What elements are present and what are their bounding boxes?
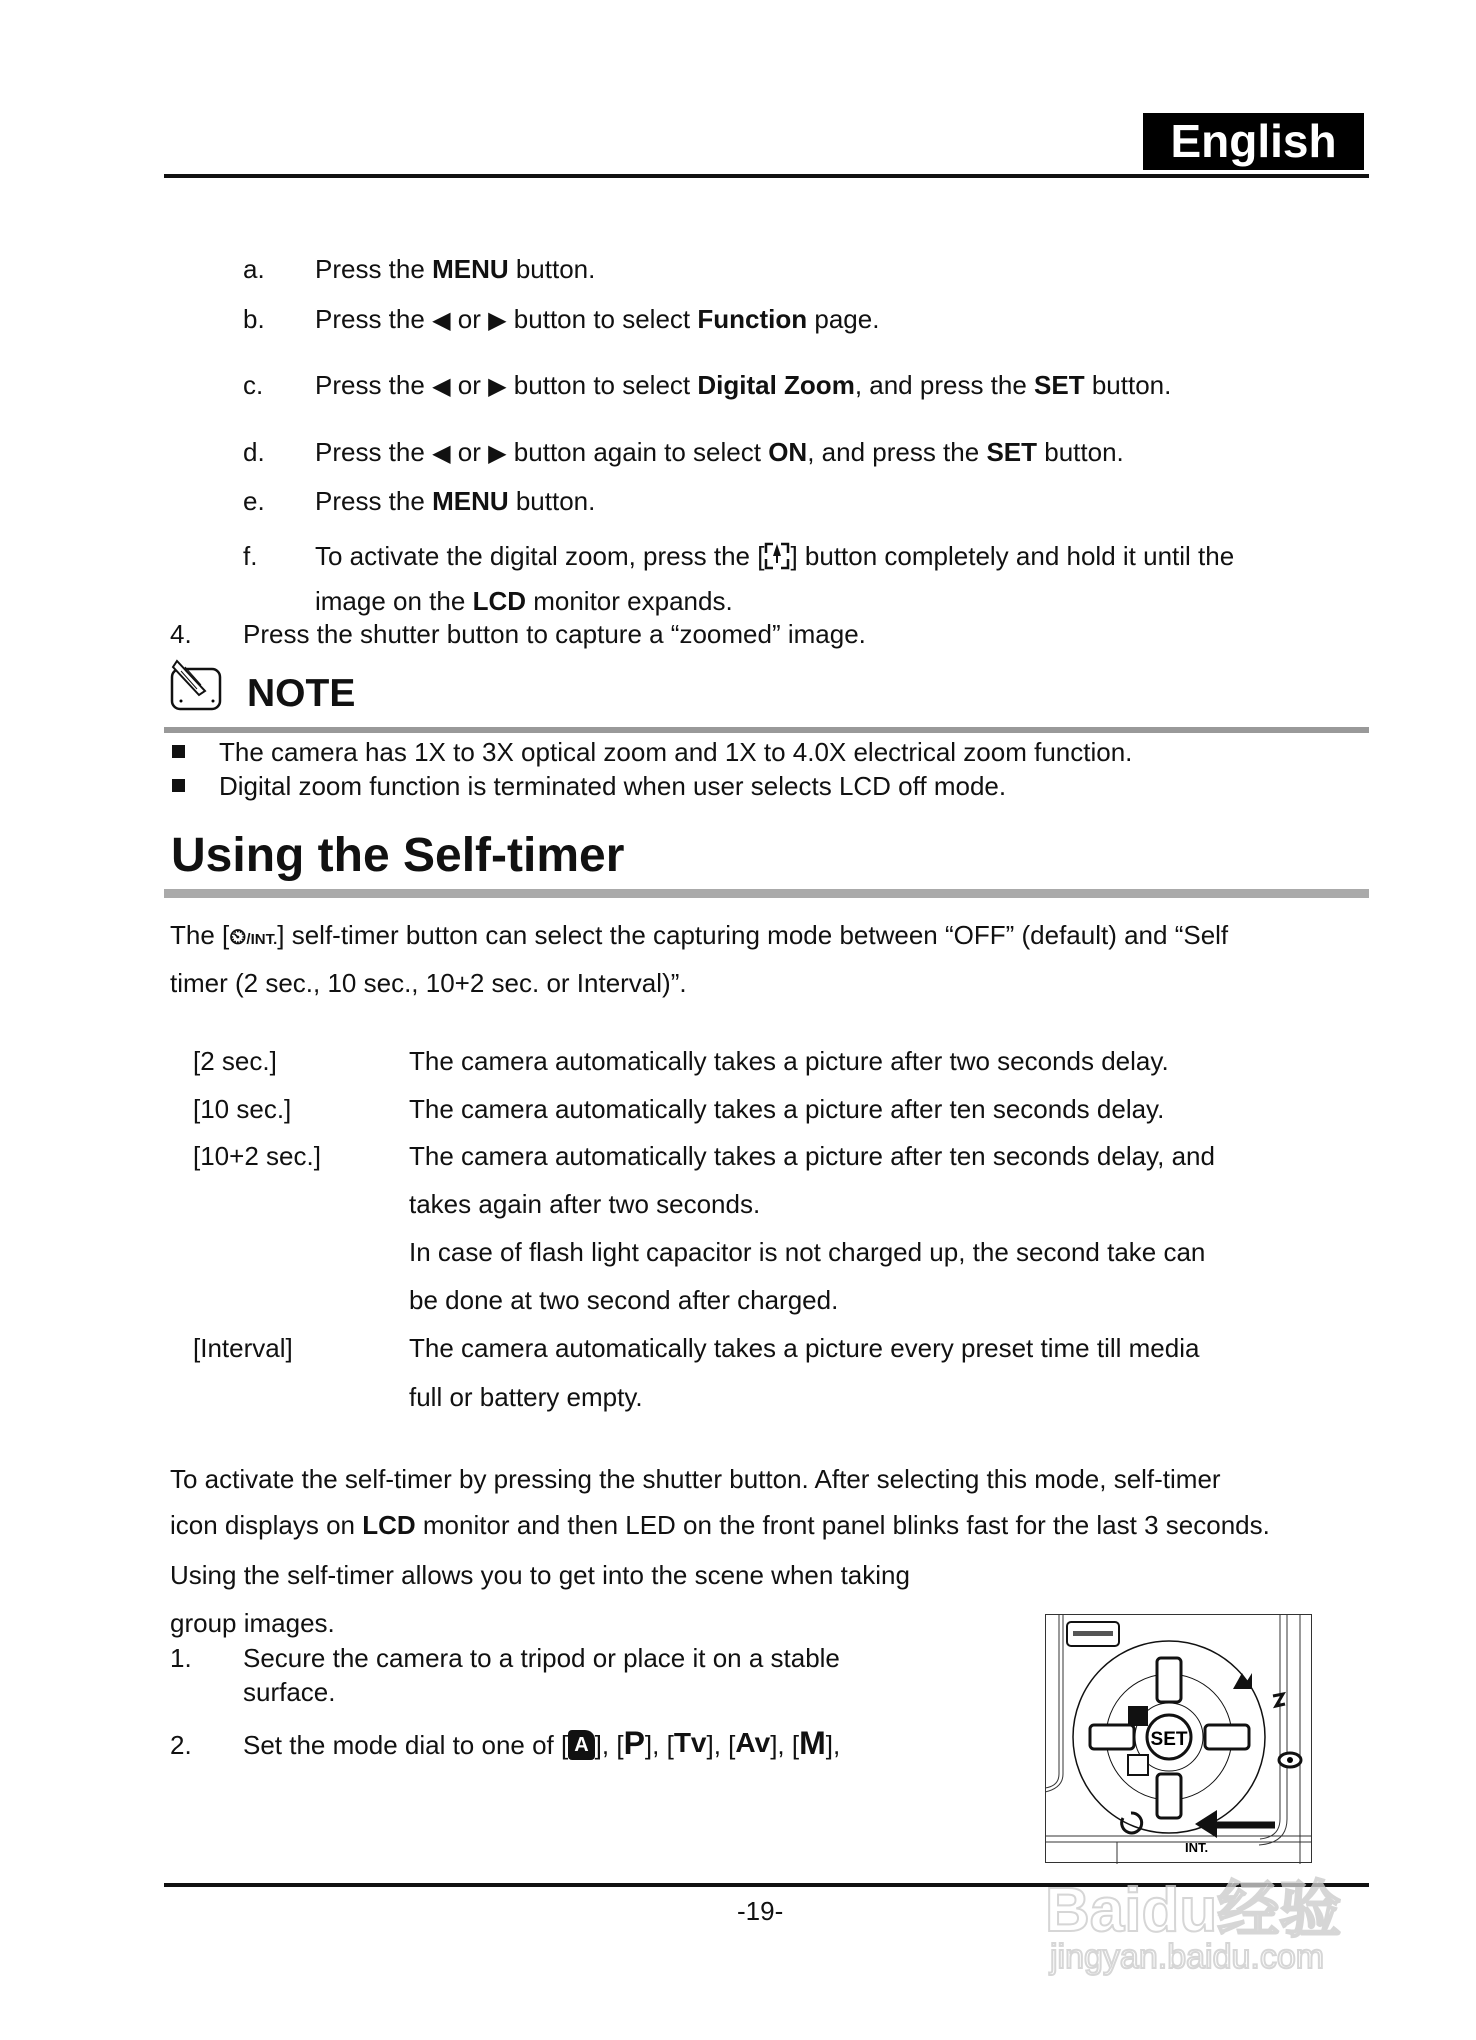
step-a: Press the MENU button. — [315, 254, 596, 284]
step-f-label: f. — [243, 541, 258, 571]
step-e: Press the MENU button. — [315, 486, 596, 516]
step-4-label: 4. — [170, 619, 192, 649]
mode-desc: The camera automatically takes a picture every preset time till media — [409, 1333, 1200, 1363]
note-pencil-icon — [169, 657, 225, 713]
set-button-label: SET — [1150, 1729, 1188, 1750]
note-item: The camera has 1X to 3X optical zoom and 1X to 4.0X electrical zoom function. — [219, 737, 1133, 767]
step-d-label: d. — [243, 437, 265, 467]
p-mode-icon: P — [623, 1725, 645, 1761]
step-b: Press the ◀ or ▶ button to select Function page. — [315, 304, 880, 334]
list-label: 1. — [170, 1643, 192, 1673]
header-rule — [164, 174, 1369, 178]
mode-desc: In case of flash light capacitor is not charged up, the second take can — [409, 1237, 1206, 1267]
step-f: To activate the digital zoom, press the [ ] button completely and hold it until the — [315, 541, 1235, 571]
section-heading: Using the Self-timer — [171, 829, 625, 882]
watermark-brand: Baidu经验 — [1045, 1876, 1342, 1945]
right-arrow-icon: ▶ — [488, 440, 507, 467]
list-item: surface. — [243, 1677, 336, 1707]
mode-desc: takes again after two seconds. — [409, 1189, 761, 1219]
mode-desc: The camera automatically takes a picture after ten seconds delay, and — [409, 1141, 1215, 1171]
step-f-continued: image on the LCD monitor expands. — [315, 586, 733, 616]
step-a-label: a. — [243, 254, 265, 284]
mode-label: [2 sec.] — [193, 1046, 277, 1076]
mode-desc: full or battery empty. — [409, 1382, 643, 1412]
bullet-icon — [172, 779, 185, 792]
step-b-label: b. — [243, 304, 265, 334]
mode-label: [Interval] — [193, 1333, 293, 1363]
int-label: INT. — [1185, 1840, 1209, 1855]
intro-line-1: The [⏲/INT.] self-timer button can select the capturing mode between “OFF” (default) and “Self — [170, 920, 1229, 950]
m-mode-icon: M — [799, 1725, 826, 1761]
mode-desc: be done at two second after charged. — [409, 1285, 839, 1315]
left-arrow-icon: ◀ — [432, 440, 451, 467]
para-line: Using the self-timer allows you to get into the scene when taking — [170, 1560, 910, 1590]
para-line: icon displays on LCD monitor and then LED on the front panel blinks fast for the last 3 seconds. — [170, 1510, 1270, 1540]
av-mode-icon: Av — [735, 1727, 771, 1758]
page-number: -19- — [737, 1896, 784, 1926]
zoom-tele-icon — [764, 541, 790, 571]
step-e-label: e. — [243, 486, 265, 516]
camera-control-figure — [1045, 1614, 1313, 1864]
mode-label: [10+2 sec.] — [193, 1141, 321, 1171]
intro-line-2: timer (2 sec., 10 sec., 10+2 sec. or Interval)”. — [170, 968, 687, 998]
right-arrow-icon: ▶ — [488, 373, 507, 400]
mode-desc: The camera automatically takes a picture after ten seconds delay. — [409, 1094, 1165, 1124]
section-rule — [164, 889, 1369, 898]
step-c: Press the ◀ or ▶ button to select Digital Zoom, and press the SET button. — [315, 370, 1172, 400]
para-line: group images. — [170, 1608, 335, 1638]
bullet-icon — [172, 745, 185, 758]
list-label: 2. — [170, 1730, 192, 1760]
language-badge: English — [1143, 113, 1364, 170]
auto-mode-icon: A — [568, 1730, 594, 1760]
watermark-url: jingyan.baidu.com — [1050, 1938, 1325, 1976]
left-arrow-icon: ◀ — [432, 307, 451, 334]
note-title: NOTE — [247, 672, 356, 715]
right-arrow-icon: ▶ — [488, 307, 507, 334]
tv-mode-icon: Tv — [673, 1727, 707, 1758]
list-item-modes: Set the mode dial to one of [ A ], [P], [Tv], [Av], [M], — [243, 1725, 841, 1761]
left-arrow-icon: ◀ — [432, 373, 451, 400]
list-item: Secure the camera to a tripod or place it on a stable — [243, 1643, 840, 1673]
step-c-label: c. — [243, 370, 264, 400]
mode-label: [10 sec.] — [193, 1094, 292, 1124]
step-4: Press the shutter button to capture a “zoomed” image. — [243, 619, 866, 649]
mode-desc: The camera automatically takes a picture after two seconds delay. — [409, 1046, 1169, 1076]
para-line: To activate the self-timer by pressing the shutter button. After selecting this mode, self-timer — [170, 1464, 1221, 1494]
step-d: Press the ◀ or ▶ button again to select ON, and press the SET button. — [315, 437, 1124, 467]
note-rule — [164, 727, 1369, 733]
note-item: Digital zoom function is terminated when user selects LCD off mode. — [219, 771, 1007, 801]
self-timer-icon: ⏲/INT. — [229, 924, 278, 949]
